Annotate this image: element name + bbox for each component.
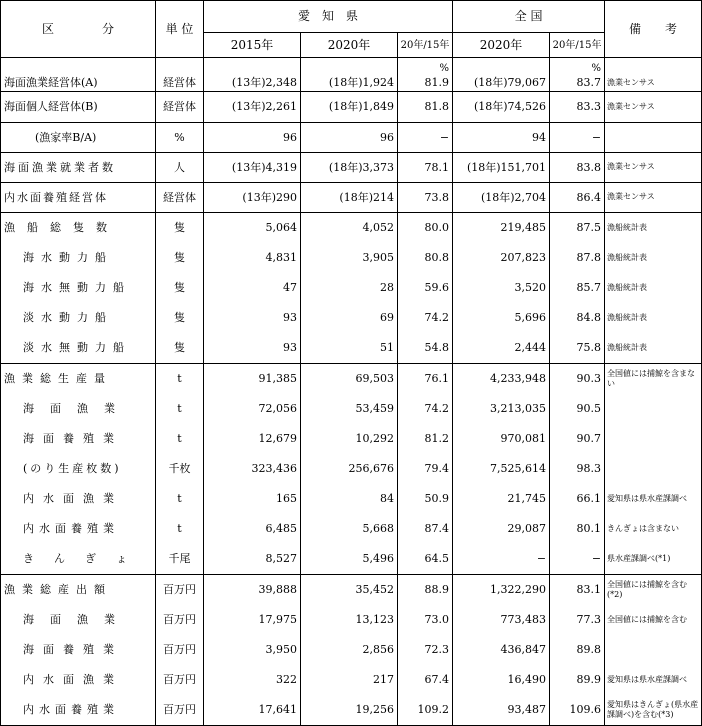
- value-2015: (13年)2,348: [204, 75, 301, 91]
- ratio-aichi: 64.5: [398, 544, 453, 575]
- ratio-national: 87.8: [550, 243, 605, 273]
- ratio-national: 83.7: [550, 75, 605, 91]
- value-2015: 323,436: [204, 454, 301, 484]
- row-unit: t: [156, 514, 204, 544]
- row-label: 海面漁業: [1, 394, 156, 424]
- ratio-national: 83.1: [550, 574, 605, 605]
- row-note: [605, 454, 702, 484]
- value-2020: 5,496: [301, 544, 398, 575]
- row-label: 漁業総産出額: [1, 574, 156, 605]
- value-2015: 93: [204, 333, 301, 364]
- value-2020: 69: [301, 303, 398, 333]
- ratio-national: 109.6: [550, 695, 605, 726]
- row-unit: 隻: [156, 273, 204, 303]
- row-label: (漁家率B/A): [1, 122, 156, 152]
- value-national: 3,520: [453, 273, 550, 303]
- ratio-national: 89.8: [550, 635, 605, 665]
- row-unit: 隻: [156, 333, 204, 364]
- value-2015: 17,641: [204, 695, 301, 726]
- table-row: [1, 333, 702, 364]
- header-aichi: 愛 知 県: [204, 1, 453, 33]
- ratio-aichi: 109.2: [398, 695, 453, 726]
- table-row: [1, 182, 702, 212]
- row-label: 海面漁業: [1, 605, 156, 635]
- header-zenkoku: 全 国: [453, 1, 605, 33]
- table-row: [1, 303, 702, 333]
- row-label: 内水面養殖経営体: [1, 182, 156, 212]
- value-2020: 13,123: [301, 605, 398, 635]
- value-2020: 256,676: [301, 454, 398, 484]
- header-kubun: 区 分: [1, 1, 156, 58]
- ratio-aichi: 74.2: [398, 394, 453, 424]
- row-unit: 百万円: [156, 665, 204, 695]
- row-unit: 百万円: [156, 635, 204, 665]
- row-note: 愛知県は県水産課調べ: [605, 665, 702, 695]
- ratio-national: −: [550, 544, 605, 575]
- row-note: 全国値には捕鯨を含む(*2): [605, 574, 702, 605]
- table-row: [1, 695, 702, 726]
- value-national: (18年)74,526: [453, 91, 550, 122]
- value-2020: 19,256: [301, 695, 398, 726]
- value-2015: 39,888: [204, 574, 301, 605]
- row-unit: 経営体: [156, 91, 204, 122]
- table-row: [1, 635, 702, 665]
- row-label: 海面漁業経営体(A): [1, 75, 156, 91]
- value-2015: (13年)290: [204, 182, 301, 212]
- row-unit: 人: [156, 152, 204, 182]
- value-national: 29,087: [453, 514, 550, 544]
- row-label: 漁業総生産量: [1, 363, 156, 394]
- row-unit: 千尾: [156, 544, 204, 575]
- value-national: 3,213,035: [453, 394, 550, 424]
- table-row: [1, 454, 702, 484]
- row-note: 漁船統計表: [605, 243, 702, 273]
- row-label: 漁船総隻数: [1, 212, 156, 243]
- row-label: 海面漁業就業者数: [1, 152, 156, 182]
- value-2015: 8,527: [204, 544, 301, 575]
- row-label: 内水面漁業: [1, 665, 156, 695]
- value-national: 7,525,614: [453, 454, 550, 484]
- value-2020: 69,503: [301, 363, 398, 394]
- value-2020: 5,668: [301, 514, 398, 544]
- row-note: 漁業センサス: [605, 75, 702, 91]
- table-row: [1, 243, 702, 273]
- row-note: 漁船統計表: [605, 333, 702, 364]
- value-2020: (18年)1,924: [301, 75, 398, 91]
- row-note: [605, 394, 702, 424]
- ratio-aichi: 87.4: [398, 514, 453, 544]
- value-2015: (13年)4,319: [204, 152, 301, 182]
- value-2020: 51: [301, 333, 398, 364]
- value-2015: 4,831: [204, 243, 301, 273]
- table-row: [1, 91, 702, 122]
- header-2015: 2015年: [204, 33, 301, 58]
- ratio-national: 86.4: [550, 182, 605, 212]
- value-2020: 53,459: [301, 394, 398, 424]
- value-national: 93,487: [453, 695, 550, 726]
- ratio-national: 98.3: [550, 454, 605, 484]
- row-note: [605, 635, 702, 665]
- row-unit: 隻: [156, 212, 204, 243]
- row-note: 漁業センサス: [605, 91, 702, 122]
- ratio-national: 66.1: [550, 484, 605, 514]
- row-label: きんぎょ: [1, 544, 156, 575]
- value-2015: 165: [204, 484, 301, 514]
- row-note: 愛知県はきんぎょ(県水産課調べ)を含む(*3): [605, 695, 702, 726]
- percent-marker: %: [398, 58, 453, 76]
- header-unit: 単 位: [156, 1, 204, 58]
- row-unit: t: [156, 363, 204, 394]
- row-note: 全国値には捕鯨を含まない: [605, 363, 702, 394]
- table-row: [1, 665, 702, 695]
- value-2015: 12,679: [204, 424, 301, 454]
- value-national: (18年)151,701: [453, 152, 550, 182]
- ratio-aichi: 72.3: [398, 635, 453, 665]
- value-national: 21,745: [453, 484, 550, 514]
- row-label: 海水無動力船: [1, 273, 156, 303]
- ratio-aichi: 80.0: [398, 212, 453, 243]
- value-2020: 28: [301, 273, 398, 303]
- value-2020: 35,452: [301, 574, 398, 605]
- row-unit: 隻: [156, 243, 204, 273]
- value-2015: 322: [204, 665, 301, 695]
- ratio-national: 87.5: [550, 212, 605, 243]
- row-note: 県水産課調べ(*1): [605, 544, 702, 575]
- table-row: [1, 273, 702, 303]
- table-row: [1, 394, 702, 424]
- value-2015: 47: [204, 273, 301, 303]
- header-notes: 備 考: [605, 1, 702, 58]
- row-label: 海面個人経営体(B): [1, 91, 156, 122]
- table-row: [1, 514, 702, 544]
- table-row: [1, 363, 702, 394]
- value-2020: 4,052: [301, 212, 398, 243]
- ratio-aichi: 59.6: [398, 273, 453, 303]
- ratio-national: 90.7: [550, 424, 605, 454]
- ratio-national: 80.1: [550, 514, 605, 544]
- row-note: 漁船統計表: [605, 212, 702, 243]
- value-2020: 10,292: [301, 424, 398, 454]
- value-2020: 217: [301, 665, 398, 695]
- table-row: [1, 75, 702, 91]
- value-2015: (13年)2,261: [204, 91, 301, 122]
- value-national: (18年)79,067: [453, 75, 550, 91]
- row-unit: t: [156, 394, 204, 424]
- value-national: 773,483: [453, 605, 550, 635]
- row-note: 漁業センサス: [605, 182, 702, 212]
- ratio-aichi: 73.0: [398, 605, 453, 635]
- ratio-national: 90.3: [550, 363, 605, 394]
- ratio-aichi: 78.1: [398, 152, 453, 182]
- row-unit: t: [156, 424, 204, 454]
- row-unit: 百万円: [156, 695, 204, 726]
- ratio-national: 89.9: [550, 665, 605, 695]
- ratio-national: 83.3: [550, 91, 605, 122]
- ratio-aichi: 67.4: [398, 665, 453, 695]
- row-unit: 百万円: [156, 605, 204, 635]
- value-national: (18年)2,704: [453, 182, 550, 212]
- row-label: 内水面養殖業: [1, 695, 156, 726]
- percent-marker: %: [550, 58, 605, 76]
- value-2015: 6,485: [204, 514, 301, 544]
- ratio-aichi: −: [398, 122, 453, 152]
- value-national: 2,444: [453, 333, 550, 364]
- row-unit: 千枚: [156, 454, 204, 484]
- ratio-aichi: 76.1: [398, 363, 453, 394]
- row-unit: 百万円: [156, 574, 204, 605]
- row-note: きんぎょは含まない: [605, 514, 702, 544]
- ratio-national: −: [550, 122, 605, 152]
- ratio-aichi: 54.8: [398, 333, 453, 364]
- value-2020: 2,856: [301, 635, 398, 665]
- header-ratio-aichi: 20年/15年: [398, 33, 453, 58]
- table-row: [1, 212, 702, 243]
- row-note: [605, 122, 702, 152]
- value-national: 1,322,290: [453, 574, 550, 605]
- table-row: [1, 484, 702, 514]
- row-label: 淡水動力船: [1, 303, 156, 333]
- row-label: 海面養殖業: [1, 635, 156, 665]
- value-2020: (18年)3,373: [301, 152, 398, 182]
- ratio-aichi: 81.2: [398, 424, 453, 454]
- value-2020: (18年)1,849: [301, 91, 398, 122]
- ratio-aichi: 73.8: [398, 182, 453, 212]
- value-national: 207,823: [453, 243, 550, 273]
- table-row: [1, 152, 702, 182]
- value-2015: 72,056: [204, 394, 301, 424]
- row-note: 全国値には捕鯨を含む: [605, 605, 702, 635]
- value-2015: 17,975: [204, 605, 301, 635]
- value-2020: 3,905: [301, 243, 398, 273]
- row-note: [605, 424, 702, 454]
- ratio-national: 85.7: [550, 273, 605, 303]
- value-national: 219,485: [453, 212, 550, 243]
- table-row: [1, 122, 702, 152]
- value-2015: 5,064: [204, 212, 301, 243]
- row-unit: 経営体: [156, 75, 204, 91]
- value-2015: 91,385: [204, 363, 301, 394]
- ratio-national: 75.8: [550, 333, 605, 364]
- table-row: [1, 424, 702, 454]
- ratio-national: 84.8: [550, 303, 605, 333]
- ratio-aichi: 80.8: [398, 243, 453, 273]
- ratio-national: 90.5: [550, 394, 605, 424]
- row-label: 海面養殖業: [1, 424, 156, 454]
- value-national: −: [453, 544, 550, 575]
- value-2015: 96: [204, 122, 301, 152]
- value-2015: 3,950: [204, 635, 301, 665]
- ratio-aichi: 88.9: [398, 574, 453, 605]
- row-note: 愛知県は県水産課調べ: [605, 484, 702, 514]
- ratio-aichi: 50.9: [398, 484, 453, 514]
- value-national: 970,081: [453, 424, 550, 454]
- header-2020-aichi: 2020年: [301, 33, 398, 58]
- value-national: 4,233,948: [453, 363, 550, 394]
- value-2020: 84: [301, 484, 398, 514]
- row-label: 淡水無動力船: [1, 333, 156, 364]
- ratio-aichi: 79.4: [398, 454, 453, 484]
- row-label: 内水面養殖業: [1, 514, 156, 544]
- row-note: 漁業センサス: [605, 152, 702, 182]
- value-national: 94: [453, 122, 550, 152]
- ratio-aichi: 81.9: [398, 75, 453, 91]
- value-2020: (18年)214: [301, 182, 398, 212]
- value-2020: 96: [301, 122, 398, 152]
- ratio-aichi: 81.8: [398, 91, 453, 122]
- row-unit: 経営体: [156, 182, 204, 212]
- table-row: [1, 574, 702, 605]
- row-label: 海水動力船: [1, 243, 156, 273]
- ratio-national: 83.8: [550, 152, 605, 182]
- ratio-aichi: 74.2: [398, 303, 453, 333]
- row-label: 内水面漁業: [1, 484, 156, 514]
- row-unit: 隻: [156, 303, 204, 333]
- value-national: 5,696: [453, 303, 550, 333]
- header-2020-national: 2020年: [453, 33, 550, 58]
- value-national: 16,490: [453, 665, 550, 695]
- value-2015: 93: [204, 303, 301, 333]
- row-label: (のり生産枚数): [1, 454, 156, 484]
- row-note: 漁船統計表: [605, 273, 702, 303]
- row-unit: %: [156, 122, 204, 152]
- row-note: 漁船統計表: [605, 303, 702, 333]
- table-row: [1, 544, 702, 575]
- ratio-national: 77.3: [550, 605, 605, 635]
- value-national: 436,847: [453, 635, 550, 665]
- table-row: [1, 605, 702, 635]
- header-ratio-national: 20年/15年: [550, 33, 605, 58]
- row-unit: t: [156, 484, 204, 514]
